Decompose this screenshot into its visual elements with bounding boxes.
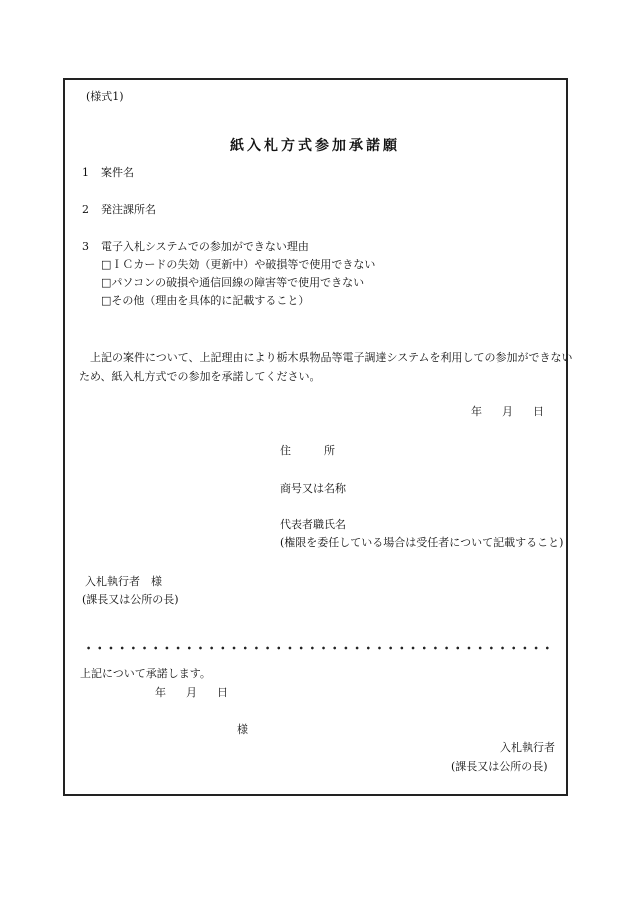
approval-text: 上記について承諾します。	[80, 667, 211, 680]
date-day: 日	[533, 405, 544, 418]
form-border	[63, 78, 568, 796]
reason-option-ic-card: □ＩＣカードの失効（更新中）や破損等で使用できない	[101, 258, 376, 271]
cut-line	[83, 646, 553, 650]
approval-sama: 様	[237, 723, 248, 736]
date-year: 年	[471, 405, 482, 418]
approval-month: 月	[186, 686, 197, 699]
address-label: 住 所	[280, 444, 335, 457]
representative-note: (権限を委任している場合は受任者について記載すること)	[280, 536, 564, 549]
item3-label: 電子入札システムでの参加ができない理由	[101, 240, 309, 253]
body-text-line1: 上記の案件について、上記理由により栃木県物品等電子調達システムを利用しての参加ができない	[90, 351, 573, 364]
date-month: 月	[502, 405, 513, 418]
item1-label: 案件名	[101, 166, 134, 179]
page-title: 紙入札方式参加承諾願	[230, 138, 400, 154]
company-name-label: 商号又は名称	[280, 482, 346, 495]
item2-number: 2	[82, 203, 89, 216]
reason-option-other: □その他（理由を具体的に記載すること）	[101, 294, 310, 307]
representative-label: 代表者職氏名	[280, 518, 346, 531]
body-text-line2: ため、紙入札方式での参加を承諾してください。	[79, 370, 321, 383]
item2-label: 発注課所名	[101, 203, 156, 216]
addressee-note: (課長又は公所の長)	[82, 593, 179, 606]
approval-year: 年	[155, 686, 166, 699]
addressee-line: 入札執行者 様	[85, 575, 162, 588]
executor-note: (課長又は公所の長)	[451, 760, 548, 773]
form-label: (様式1)	[86, 90, 124, 103]
item3-number: 3	[82, 240, 89, 253]
approval-day: 日	[217, 686, 228, 699]
executor-label: 入札執行者	[500, 741, 555, 754]
item1-number: 1	[82, 166, 89, 179]
reason-option-pc-network: □パソコンの破損や通信回線の障害等で使用できない	[101, 276, 365, 289]
